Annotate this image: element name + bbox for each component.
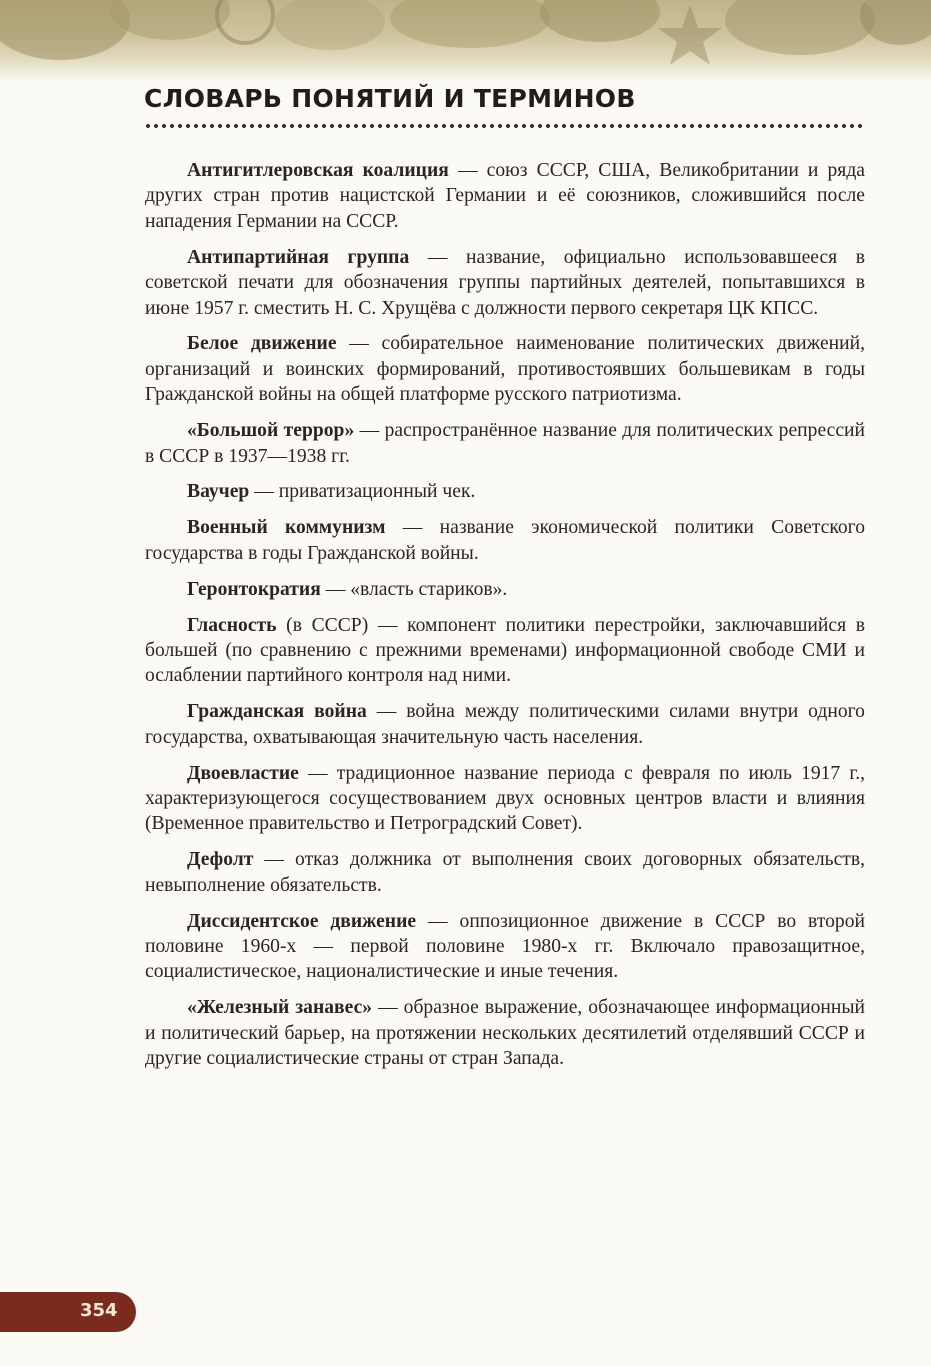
glossary-definition: — союз СССР, США, Великобритании и ряда других стран против нацистской Германии и её союзников, сложившийся после нападения Германии на СССР. <box>145 160 865 232</box>
glossary-entry <box>145 847 865 898</box>
page-number: 354 <box>80 1300 118 1321</box>
title-divider <box>144 123 864 129</box>
glossary-entry <box>145 331 865 407</box>
glossary-entry <box>145 613 865 689</box>
glossary-entry <box>145 245 865 321</box>
glossary-term: Антигитлеровская коалиция <box>187 160 449 181</box>
glossary-term: Диссидентское движение <box>187 910 417 932</box>
glossary-term: Двоевластие <box>187 762 299 784</box>
glossary-term: Дефолт <box>187 849 254 871</box>
glossary-entry <box>145 699 865 750</box>
glossary-definition: — война между политическими силами внутри одного государства, охватывающая значительную часть населения. <box>145 701 865 748</box>
glossary-entry <box>145 761 865 837</box>
glossary-term: Геронтократия <box>187 578 321 600</box>
page-title: СЛОВАРЬ ПОНЯТИЙ И ТЕРМИНОВ <box>144 84 636 113</box>
glossary-entry <box>145 158 865 234</box>
glossary-entry <box>145 577 865 602</box>
historical-collage-banner <box>0 0 931 82</box>
glossary-term: Антипартийная группа <box>187 246 410 268</box>
glossary-entry <box>145 479 865 504</box>
glossary-definition: — распространённое название для политических репрессий в СССР в 1937—1938 гг. <box>145 420 866 467</box>
glossary-definition: — отказ должника от выполнения своих договорных обязательств, невыполнение обязательств. <box>145 849 865 896</box>
glossary-term: Гражданская война <box>187 701 367 723</box>
glossary-entry <box>145 515 865 566</box>
glossary-definition: — «власть стариков». <box>320 578 508 600</box>
glossary-term: Ваучер <box>187 481 250 503</box>
glossary-list <box>145 158 865 1082</box>
glossary-term: «Железный занавес» <box>187 997 373 1019</box>
glossary-definition: (в СССР) — компонент политики перестройки, заключавшийся в большей (по сравнению с прежними временами) информационной свободе СМИ и ослаблении партийного контроля над ними. <box>145 614 865 687</box>
glossary-definition: — приватизационный чек. <box>249 481 476 503</box>
glossary-term: «Большой террор» <box>187 420 355 442</box>
glossary-definition: — собирательное наименование политических движений, организаций и воинских формирований, противостоявших большевикам в годы Гражданской войны на общей платформе русского патриотизма. <box>145 333 865 406</box>
glossary-definition: — название, официально использовавшееся в советской печати для обозначения группы партийных деятелей, попытавшихся в июне 1957 г. сместить Н. С. Хрущёва с должности первого секретаря ЦК КПСС. <box>145 246 865 319</box>
glossary-term: Белое движение <box>187 333 337 355</box>
glossary-entry <box>145 909 865 985</box>
glossary-definition: — традиционное название периода с февраля по июль 1917 г., характеризующегося сосуществованием двух основных центров власти и влияния (Временное правительство и Петроградский Совет). <box>145 762 865 835</box>
glossary-term: Гласность <box>187 614 277 636</box>
glossary-definition: — оппозиционное движение в СССР во второй половине 1960-х — первой половине 1980-х гг. Включало правозащитное, социалистическое, националистические и иные течения. <box>145 910 865 983</box>
glossary-entry <box>145 995 865 1071</box>
glossary-entry <box>145 418 865 469</box>
glossary-term: Военный коммунизм <box>187 517 386 539</box>
glossary-definition: — образное выражение, обозначающее информационный и политический барьер, на протяжении нескольких десятилетий отделявший СССР и другие социалистические страны от стран Запада. <box>145 997 865 1070</box>
glossary-definition: — название экономической политики Советского государства в годы Гражданской войны. <box>145 517 866 564</box>
header-banner <box>0 0 931 82</box>
